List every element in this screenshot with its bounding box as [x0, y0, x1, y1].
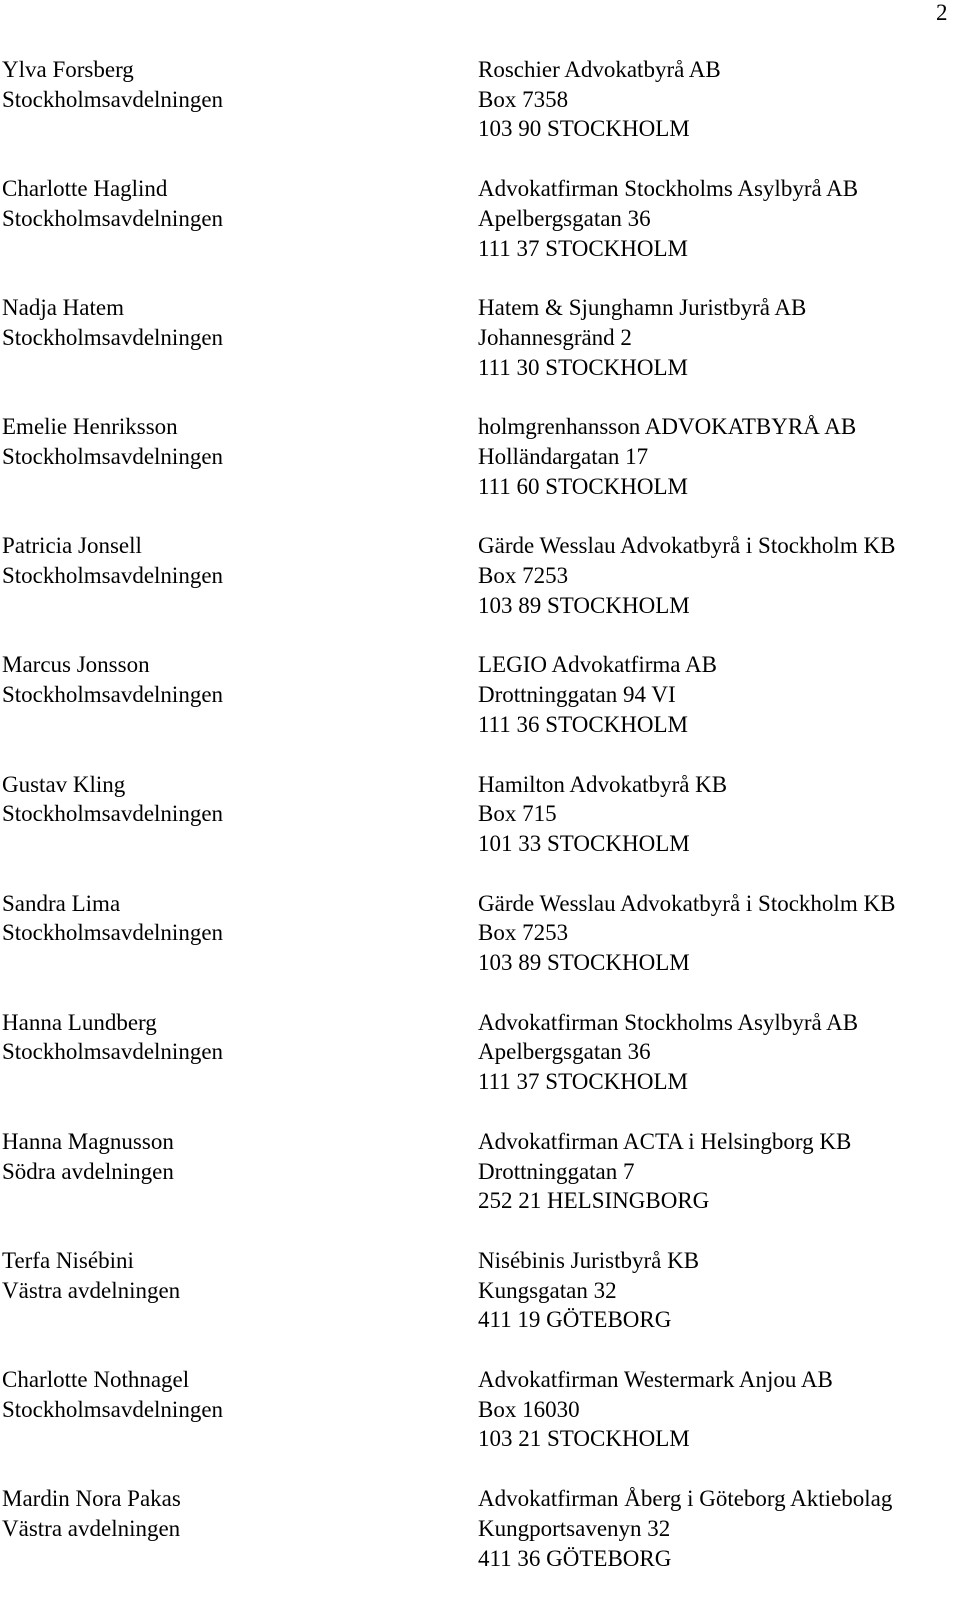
- firm-name: Advokatfirman Åberg i Göteborg Aktiebolag: [478, 1486, 893, 1512]
- member-name: Mardin Nora Pakas: [2, 1486, 181, 1512]
- firm-address: Kungportsavenyn 32: [478, 1515, 671, 1541]
- firm-info: [478, 1365, 957, 1484]
- firm-address: Box 715: [478, 801, 557, 827]
- member-division: Stockholmsavdelningen: [2, 205, 224, 231]
- firm-name: holmgrenhansson ADVOKATBYRÅ AB: [478, 414, 857, 440]
- member-info: [2, 650, 478, 769]
- member-name: Hanna Magnusson: [2, 1128, 174, 1154]
- member-entry: [2, 1127, 957, 1246]
- firm-name: Advokatfirman Westermark Anjou AB: [478, 1367, 833, 1393]
- firm-postal: 101 33 STOCKHOLM: [478, 830, 690, 856]
- firm-postal: 103 89 STOCKHOLM: [478, 950, 690, 976]
- firm-address: Drottninggatan 94 VI: [478, 682, 676, 708]
- firm-postal: 111 37 STOCKHOLM: [478, 1069, 688, 1095]
- member-entry: [2, 293, 957, 412]
- member-division: Stockholmsavdelningen: [2, 324, 224, 350]
- firm-address: Box 7253: [478, 563, 569, 589]
- member-entry: [2, 1008, 957, 1127]
- member-name: Hanna Lundberg: [2, 1009, 157, 1035]
- member-division: Södra avdelningen: [2, 1158, 174, 1184]
- firm-address: Johannesgränd 2: [478, 324, 632, 350]
- member-division: Stockholmsavdelningen: [2, 801, 224, 827]
- firm-info: [478, 531, 957, 650]
- firm-postal: 103 21 STOCKHOLM: [478, 1426, 690, 1452]
- member-entry: [2, 531, 957, 650]
- firm-address: Apelbergsgatan 36: [478, 205, 651, 231]
- member-division: Stockholmsavdelningen: [2, 682, 224, 708]
- firm-info: [478, 174, 957, 293]
- firm-name: Hamilton Advokatbyrå KB: [478, 771, 728, 797]
- member-name: Charlotte Nothnagel: [2, 1367, 190, 1393]
- firm-address: Holländargatan 17: [478, 443, 649, 469]
- member-division: Stockholmsavdelningen: [2, 86, 224, 112]
- firm-name: Roschier Advokatbyrå AB: [478, 57, 721, 82]
- firm-info: [478, 55, 957, 174]
- member-entry: [2, 412, 957, 531]
- firm-info: [478, 1484, 957, 1603]
- firm-name: Advokatfirman ACTA i Helsingborg KB: [478, 1128, 852, 1154]
- firm-postal: 411 19 GÖTEBORG: [478, 1307, 672, 1333]
- member-info: [2, 1008, 478, 1127]
- firm-info: [478, 1246, 957, 1365]
- firm-name: Advokatfirman Stockholms Asylbyrå AB: [478, 176, 859, 202]
- member-entry: [2, 1484, 957, 1603]
- member-name: Terfa Nisébini: [2, 1247, 134, 1273]
- member-entry: [2, 770, 957, 889]
- page-number: 2: [936, 0, 948, 25]
- member-name: Nadja Hatem: [2, 295, 124, 321]
- firm-name: Nisébinis Juristbyrå KB: [478, 1247, 700, 1273]
- firm-name: LEGIO Advokatfirma AB: [478, 652, 717, 678]
- firm-postal: 111 36 STOCKHOLM: [478, 711, 688, 737]
- firm-info: [478, 650, 957, 769]
- member-division: Västra avdelningen: [2, 1515, 181, 1541]
- member-info: [2, 531, 478, 650]
- firm-address: Box 7358: [478, 86, 569, 112]
- firm-postal: 111 60 STOCKHOLM: [478, 473, 688, 499]
- firm-address: Drottninggatan 7: [478, 1158, 635, 1184]
- member-info: [2, 1365, 478, 1484]
- firm-info: [478, 1127, 957, 1246]
- firm-address: Apelbergsgatan 36: [478, 1039, 651, 1065]
- firm-address: Box 7253: [478, 920, 569, 946]
- member-info: [2, 174, 478, 293]
- member-info: [2, 889, 478, 1008]
- member-entry: [2, 1246, 957, 1365]
- firm-name: Gärde Wesslau Advokatbyrå i Stockholm KB: [478, 890, 896, 916]
- firm-info: [478, 770, 957, 889]
- firm-info: [478, 412, 957, 531]
- firm-postal: 103 90 STOCKHOLM: [478, 116, 690, 142]
- member-division: Stockholmsavdelningen: [2, 443, 224, 469]
- member-entry: [2, 55, 957, 174]
- member-name: Patricia Jonsell: [2, 533, 142, 559]
- member-info: [2, 1246, 478, 1365]
- member-entry: [2, 889, 957, 1008]
- firm-postal: 111 37 STOCKHOLM: [478, 235, 688, 261]
- member-division: Stockholmsavdelningen: [2, 1396, 224, 1422]
- member-info: [2, 1484, 478, 1603]
- member-entry: [2, 650, 957, 769]
- firm-address: Kungsgatan 32: [478, 1277, 617, 1303]
- member-name: Emelie Henriksson: [2, 414, 178, 440]
- member-info: [2, 412, 478, 531]
- member-division: Stockholmsavdelningen: [2, 563, 224, 589]
- member-division: Västra avdelningen: [2, 1277, 181, 1303]
- firm-info: [478, 1008, 957, 1127]
- member-name: Marcus Jonsson: [2, 652, 150, 678]
- firm-name: Gärde Wesslau Advokatbyrå i Stockholm KB: [478, 533, 896, 559]
- member-name: Ylva Forsberg: [2, 57, 134, 82]
- member-division: Stockholmsavdelningen: [2, 920, 224, 946]
- firm-postal: 252 21 HELSINGBORG: [478, 1188, 710, 1214]
- member-name: Gustav Kling: [2, 771, 126, 797]
- member-info: [2, 293, 478, 412]
- member-entry: [2, 174, 957, 293]
- member-list: [2, 55, 957, 1603]
- firm-postal: 411 36 GÖTEBORG: [478, 1545, 672, 1571]
- member-name: Sandra Lima: [2, 890, 121, 916]
- firm-info: [478, 889, 957, 1008]
- firm-address: Box 16030: [478, 1396, 580, 1422]
- firm-name: Advokatfirman Stockholms Asylbyrå AB: [478, 1009, 859, 1035]
- member-info: [2, 770, 478, 889]
- member-division: Stockholmsavdelningen: [2, 1039, 224, 1065]
- firm-info: [478, 293, 957, 412]
- member-info: [2, 1127, 478, 1246]
- member-name: Charlotte Haglind: [2, 176, 168, 202]
- firm-postal: 103 89 STOCKHOLM: [478, 592, 690, 618]
- member-info: [2, 55, 478, 174]
- firm-name: Hatem & Sjunghamn Juristbyrå AB: [478, 295, 807, 321]
- member-entry: [2, 1365, 957, 1484]
- firm-postal: 111 30 STOCKHOLM: [478, 354, 688, 380]
